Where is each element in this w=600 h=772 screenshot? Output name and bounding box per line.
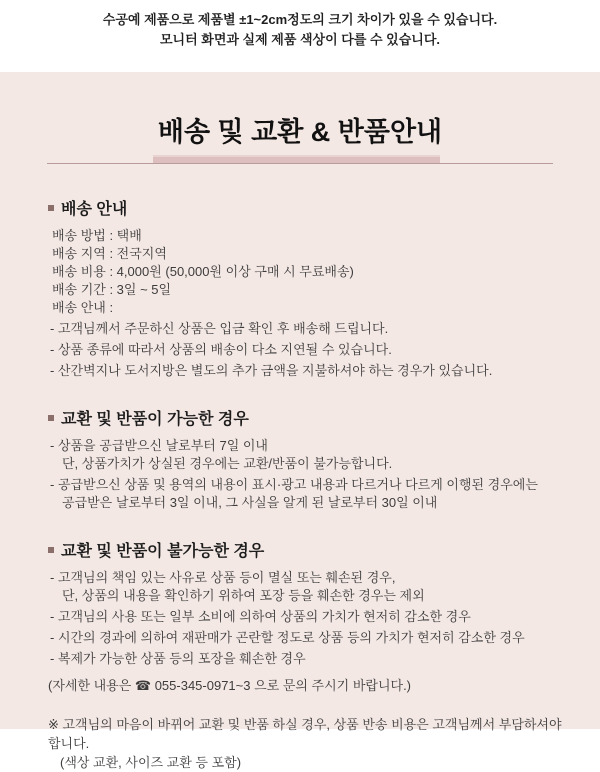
exchange-impossible-item-sub: 단, 상품의 내용을 확인하기 위하여 포장 등을 훼손한 경우는 제외 [62, 588, 425, 603]
contact-phone-line: (자세한 내용은 ☎ 055-345-0971~3 으로 문의 주시기 바랍니다.) [48, 678, 412, 693]
exchange-possible-item: - 상품을 공급받으신 날로부터 7일 이내 [50, 438, 268, 453]
shipping-cost-line: 배송 비용 : 4,000원 (50,000원 이상 구매 시 무료배송) [52, 264, 354, 279]
delivery-info-panel [0, 72, 600, 770]
panel-content [0, 166, 600, 772]
exchange-possible-heading [48, 406, 572, 429]
divider-line [47, 163, 553, 164]
exchange-impossible-item: - 고객님의 사용 또는 일부 소비에 의하여 상품의 가치가 현저히 감소한 경우 [50, 609, 471, 624]
shipping-note: - 고객님께서 주문하신 상품은 입금 확인 후 배송해 드립니다. [50, 321, 389, 336]
page-title: 배송 및 교환 & 반품안내 [157, 117, 443, 147]
exchange-possible-item: - 공급받으신 상품 및 용역의 내용이 표시·광고 내용과 다르거나 다르게 이행된 경우에는 [50, 477, 538, 492]
shipping-period-line: 배송 기간 : 3일 ~ 5일 [52, 282, 172, 297]
square-bullet-icon [48, 415, 54, 421]
notice-line-color: 모니터 화면과 실제 제품 색상이 다를 수 있습니다. [159, 32, 441, 47]
shipping-note: - 상품 종류에 따라서 상품의 배송이 다소 지연될 수 있습니다. [50, 342, 392, 357]
return-cost-footnote [48, 715, 572, 772]
exchange-impossible-heading-label: 교환 및 반품이 불가능한 경우 [61, 543, 265, 560]
exchange-impossible-item: - 시간의 경과에 의하여 재판매가 곤란할 정도로 상품 등의 가치가 현저히 감소한 경우 [50, 630, 525, 645]
footnote-sub-line: (색상 교환, 사이즈 교환 등 포함) [60, 755, 242, 770]
exchange-possible-item-sub: 공급받은 날로부터 3일 이내, 그 사실을 알게 된 날로부터 30일 이내 [62, 495, 438, 510]
shipping-method-line: 배송 방법 : 택배 [52, 228, 142, 243]
section-shipping [48, 196, 572, 380]
section-exchange-impossible [48, 538, 572, 772]
shipping-note: - 산간벽지나 도서지방은 별도의 추가 금액을 지불하셔야 하는 경우가 있습니다. [50, 363, 493, 378]
shipping-region-line: 배송 지역 : 전국지역 [52, 246, 167, 261]
exchange-impossible-item: - 고객님의 책임 있는 사유로 상품 등이 멸실 또는 훼손된 경우, [50, 570, 396, 585]
exchange-possible-item-sub: 단, 상품가치가 상실된 경우에는 교환/반품이 불가능합니다. [62, 456, 393, 471]
shipping-guide-label: 배송 안내 : [52, 300, 114, 315]
square-bullet-icon [48, 205, 54, 211]
divider-accent-bar [153, 155, 440, 163]
exchange-possible-heading-label: 교환 및 반품이 가능한 경우 [61, 411, 249, 428]
exchange-impossible-heading [48, 538, 572, 561]
section-exchange-possible [48, 406, 572, 512]
notice-line-size: 수공예 제품으로 제품별 ±1~2cm정도의 크기 차이가 있을 수 있습니다. [102, 12, 498, 27]
exchange-impossible-item: - 복제가 가능한 상품 등의 포장을 훼손한 경우 [50, 651, 306, 666]
title-divider [47, 155, 553, 166]
product-notice [0, 0, 600, 50]
footnote-main-line: ※ 고객님의 마음이 바뀌어 교환 및 반품 하실 경우, 상품 반송 비용은 고객님께서 부담하셔야 합니다. [48, 717, 562, 751]
shipping-heading-label: 배송 안내 [61, 201, 128, 218]
square-bullet-icon [48, 547, 54, 553]
shipping-heading [48, 196, 572, 219]
